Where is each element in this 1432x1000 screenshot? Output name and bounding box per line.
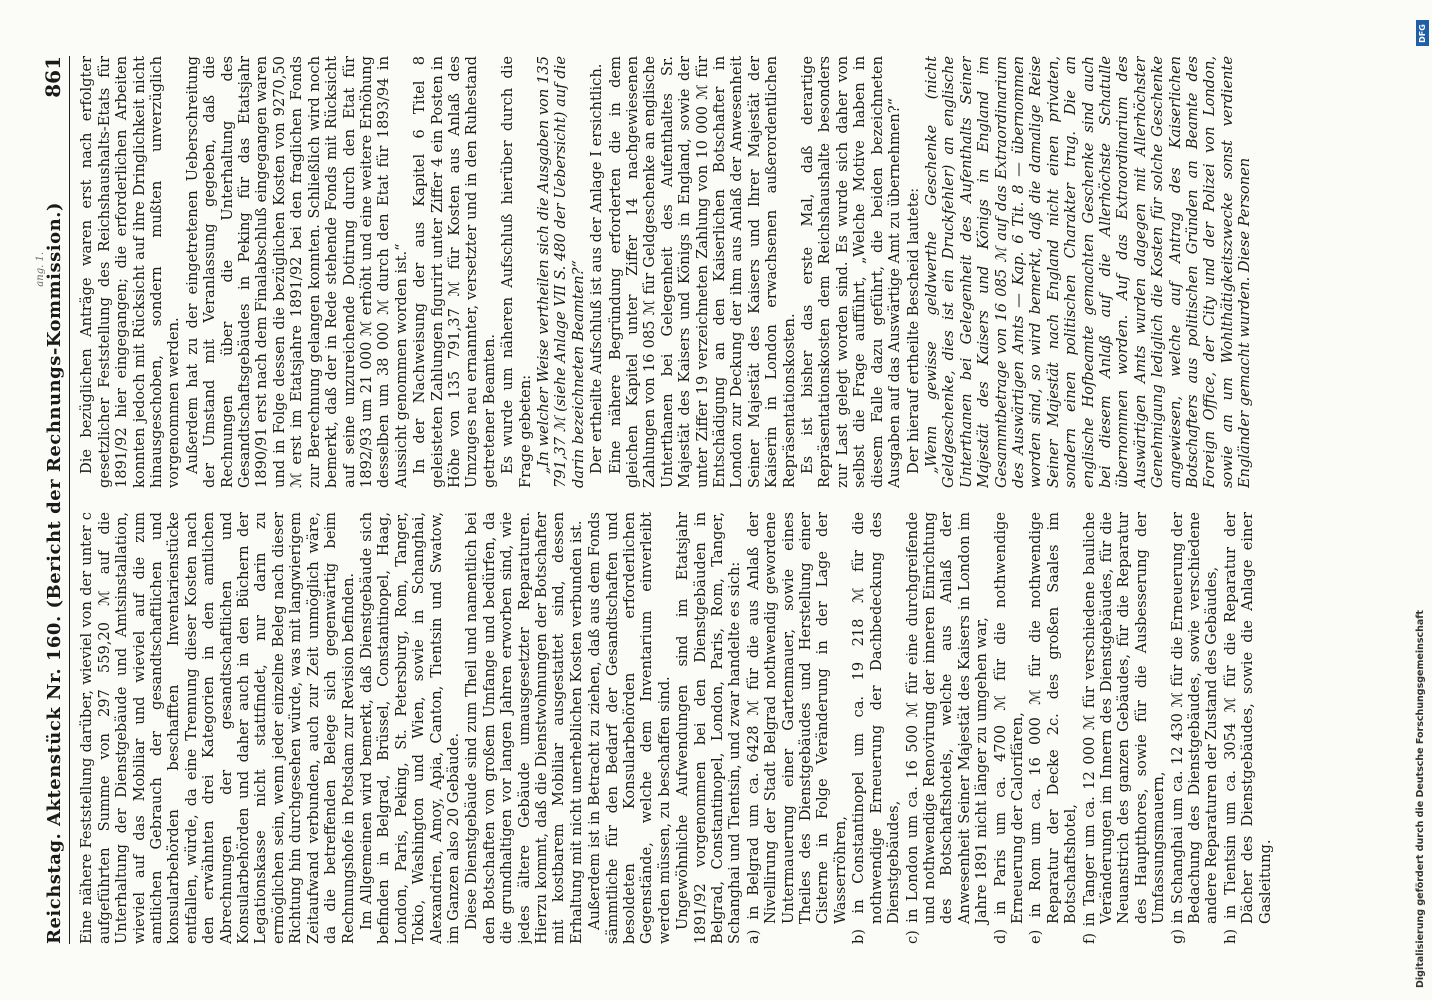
paragraph: e) in Rom um ca. 16 000 ℳ für die nothwendige Reparatur der Decke 2c. des großen Saales im Botschaftshotel, bbox=[1027, 512, 1080, 944]
paragraph: Außerdem ist in Betracht zu ziehen, daß aus dem Fonds sämmtliche für den Bedarf der Gesandtschaften und besoldeten Konsularbehörden erforderlichen Gegenstände, welche dem Inventarium einverleibt werden müssen, zu beschaffen sind. bbox=[586, 512, 673, 944]
paragraph: Außerdem hat zu der eingetretenen Ueberschreitung der Umstand mit Veranlassung gegeben, daß die Rechnungen über die Unterhaltung des Gesandtschaftsgebäudes in Peking für das Etatsjahr 1890/91 erst nach dem Finalabschluß eingegangen waren und in Folge dessen die bezüglichen Kosten von 9270,50 ℳ erst im Etatsjahre 1891/92 bei den fraglichen Fonds zur Berechnung gelangen konnten. Schließlich wird noch bemerkt, daß der in Rede stehende Fonds mit Rücksicht auf seine unzureichende Dotirung durch den Etat für 1892/93 um 21 000 ℳ erhöht und eine weitere Erhöhung desselben um 38 000 ℳ durch den Etat für 1893/94 in Aussicht genommen worden ist.“ bbox=[183, 56, 410, 488]
paragraph: Ungewöhnliche Aufwendungen sind im Etatsjahr 1891/92 vorgenommen bei den Dienstgebäuden in Belgrad, Constantinopel, London, Paris, Rom, Tanger, Schanghai und Tientsin, und zwar handelte es sich: bbox=[674, 512, 744, 944]
paragraph: Es wurde um näheren Aufschluß hierüber durch die Frage gebeten: bbox=[499, 56, 534, 488]
paragraph: b) in Constantinopel um ca. 19 218 ℳ für die nothwendige Erneuerung der Dachbedeckung des Dienstgebäudes, bbox=[850, 512, 903, 944]
paragraph: Diese Dienstgebäude sind zum Theil und namentlich bei den Botschaften von großem Umfange und bedürfen, da die grundhaltigen vor langen Jahren erworben sind, wie jedes ältere Gebäude umausgesetzter Reparaturen. Hierzu kommt, daß die Dienstwohnungen der Botschafter mit kostbarem Mobiliar ausgestattet sind, dessen Erhaltung mit nicht unerheblichen Kosten verbunden ist. bbox=[463, 512, 585, 944]
paragraph: Der ertheilte Aufschluß ist aus der Anlage I ersichtlich. bbox=[588, 63, 606, 474]
rotated-document-page bbox=[31, 20, 1401, 980]
paragraph: Eine nähere Feststellung darüber, wieviel von der unter c aufgeführten Summe von 297 559,20 ℳ auf die Unterhaltung der Dienstgebäude und Amtsinstallation, wieviel auf das Mobiliar und wieviel auf die zum amtlichen Gebrauch der gesandtschaftlichen und konsularbehörden beschafften Inventarienstücke entfallen, würde, da eine Trennung dieser Kosten nach den erwähnten drei Kategorien in den amtlichen Abrechnungen der gesandtschaftlichen und Konsularbehörden und daher auch in den Büchern der Legationskasse nicht stattfindet, nur darin zu ermöglichen sein, wenn jeder einzelne Beleg nach dieser Richtung hin durchgesehen würde, was mit langwierigem Zeitaufwand verbunden, auch zur Zeit unmöglich wäre, da die betreffenden Belege sich gegenwärtig beim Rechnungshofe in Potsdam zur Revision befinden. bbox=[78, 512, 357, 944]
paragraph: Eine nähere Begründung erforderten die in dem gleichen Kapitel unter Ziffer 14 nachgewiesenen Zahlungen von 16 085 ℳ für Geldgeschenke an englische Unterthanen bei Gelegenheit des Aufenthaltes Sr. Majestät des Kaisers und Königs in England, sowie der unter Ziffer 19 verzeichneten Zahlung von 10 000 ℳ für Entschädigung an den Kaiserlichen Botschafter in London zur Deckung der ihm aus Anlaß der Anwesenheit Seiner Majestät des Kaisers und Ihrer Majestät der Kaiserin in London erwachsenen außerordentlichen Repräsentationskosten. bbox=[606, 56, 798, 488]
paragraph: „In welcher Weise vertheilen sich die Ausgaben von 135 791,37 ℳ (siehe Anlage VII S. 480 der Uebersicht) auf die darin bezeichneten Beamten?“ bbox=[534, 56, 587, 488]
paragraph: c) in London um ca. 16 500 ℳ für eine durchgreifende und nothwendige Renovirung der inneren Einrichtung des Botschaftshotels, welche aus Anlaß der Anwesenheit Seiner Majestät des Kaisers in London im Jahre 1891 nicht länger zu umgehen war, bbox=[903, 512, 991, 944]
paragraph: „Wenn gewisse geldwerthe Geschenke (nicht Geldgeschenke, dies ist ein Druckfehler) an englische Unterthanen bei Gelegenheit des Aufenthalts Seiner Majestät des Kaisers und Königs in England im Gesammtbetrage von 16 085 ℳ auf das Extraordinarium des Auswärtigen Amts — Kap. 6 Tit. 8 — übernommen worden sind, so wird bemerkt, daß die damalige Reise Seiner Majestät nach England nicht einen privaten, sondern einen politischen Charakter trug. Die an englische Hofbeamte gemachten Geschenke sind auch bei diesem Anlaß auf die Allerhöchste Schatulle übernommen worden. Auf das Extraordinarium des Auswärtigen Amts wurden dagegen mit Allerhöchster Genehmigung lediglich die Kosten für solche Geschenke angewiesen, welche auf Antrag des Kaiserlichen Botschafters aus politischen Gründen an Beamte des Foreign Office, der City und der Polizei von London, sowie an um Wohlthätigkeitszwecke sonst verdiente Engländer gemacht wurden. Diese Personen bbox=[922, 56, 1254, 488]
header-title: Reichstag. Aktenstück Nr. 160. (Bericht der Rechnungs-Kommission.) bbox=[44, 202, 65, 944]
paragraph: Die bezüglichen Anträge waren erst nach erfolgter gesetzlicher Feststellung des Reichshaushalts-Etats für 1891/92 hier eingegangen; die erforderlichen Arbeiten konnten jedoch mit Rücksicht auf ihre Dringlichkeit nicht hinausgeschoben, sondern mußten unverzüglich vorgenommen werden. bbox=[78, 56, 183, 488]
paragraph: f) in Tanger um ca. 12 000 ℳ für verschiedene bauliche Veränderungen im Innern des Dienstgebäudes, für die Neuanstrich des ganzen Gebäudes, für die Reparatur des Hauptthores, sowie für die Ausbesserung der Umfassungsmauern, bbox=[1080, 512, 1168, 944]
digitization-credit-text: Digitalisierung gefördert durch die Deutsche Forschungsgemeinschaft bbox=[1415, 610, 1426, 988]
paragraph: g) in Schanghai um ca. 12 430 ℳ für die Erneuerung der Bedachung des Dienstgebäudes, sowie verschiedene andere Reparaturen der Zustand des Gebäudes, bbox=[1168, 512, 1221, 944]
paragraph: d) in Paris um ca. 4700 ℳ für die nothwendige Erneuerung der Calorifären, bbox=[991, 512, 1026, 944]
paragraph: a) in Belgrad um ca. 6428 ℳ für die aus Anlaß der Nivellirung der Stadt Belgrad nothwendig gewordene Untermauerung einer Gartenmauer, sowie eines Theiles des Dienstgebäudes und Herstellung einer Cisterne in Folge Veränderung in der Lage der Wasserröhren, bbox=[744, 512, 849, 944]
right-column bbox=[78, 56, 1338, 488]
paragraph: Der hierauf ertheilte Bescheid lautete: bbox=[904, 187, 922, 474]
paragraph: Es ist bisher das erste Mal, daß derartige Repräsentationskosten dem Reichshaushalte besonders zur Last gelegt worden sind. Es wurde sich daher von selbst die Frage aufführt, „Welche Motive haben in diesem Falle dazu geführt, die beiden bezeichneten Ausgaben auf das Auswärtige Amt zu übernehmen?“ bbox=[799, 56, 904, 488]
left-column bbox=[78, 512, 1338, 944]
handwritten-margin-note: ang. 1. bbox=[35, 252, 46, 287]
text-columns bbox=[78, 56, 1338, 944]
dfg-logo-text: DFG bbox=[1418, 23, 1428, 43]
paragraph: In der Nachweisung der aus Kapitel 6 Titel 8 geleisteten Zahlungen figurirt unter Ziffer 4 ein Posten in Höhe von 135 791,37 ℳ für Kosten aus Anlaß des Umzuges neu ernannter, versetzter und in den Ruhestand getretener Beamten. bbox=[411, 56, 498, 488]
paragraph: h) in Tientsin um ca. 3054 ℳ für die Reparatur der Dächer des Dienstgebäudes, sowie die Anlage einer Gasleitung. bbox=[1221, 512, 1274, 944]
page-number: 861 bbox=[41, 56, 65, 98]
dfg-logo bbox=[1416, 20, 1429, 46]
page-header bbox=[41, 56, 70, 944]
paragraph: Im Allgemeinen wird bemerkt, daß Dienstgebäude sich befinden in Belgrad, Brüssel, Constantinopel, Haag, London, Paris, Peking, St. Petersburg, Rom, Tanger, Tokio, Washington und Wien, sowie in Schanghai, Alexandrien, Amoy, Apia, Canton, Tientsin und Swatow, im Ganzen also 20 Gebäude. bbox=[357, 512, 462, 944]
